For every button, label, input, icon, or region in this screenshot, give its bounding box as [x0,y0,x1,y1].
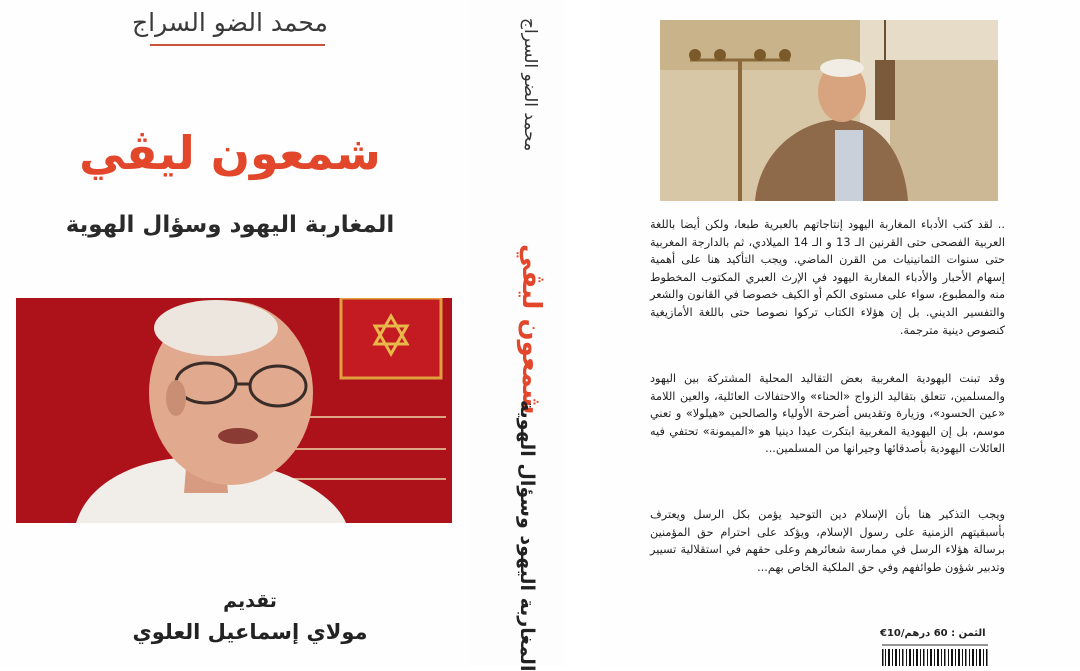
spine-author: محمد الضو السراج [520,18,540,152]
isbn-barcode [880,643,990,666]
back-paragraph-1: .. لقد كتب الأدباء المغاربة اليهود إنتاجاتهم بالعبرية طبعا، ولكن أيضا باللغة العربية الفصحى حتى القرنين الـ 13 و الـ 14 الميلادي، ثم بالدارجة المغربية حتى سنوات الثمانينيات من القرن الماضي. ويجب التأكيد هنا على أهمية إسهام الأحبار والأدباء المغاربة اليهود في الإرث العبري المكتوب المخطوط منه والمطبوع، سواء على مستوى الكم أو الكيف خصوصا في القانون والشعر والتفسير الديني. بل إن هؤلاء الكتاب تركوا نصوصا حتى باللغة الأمازيغية كنصوص دينية مترجمة. [650,218,1005,337]
spine-title: شمعون ليڤي [516,244,546,415]
back-paragraph-2: وقد تبنت اليهودية المغربية بعض التقاليد المحلية المشتركة بين اليهود والمسلمين، تتعلق بتقاليد الزواج «الحناء» والاحتفالات العائلية، والعين اللامة «عين الحسود»، وزيارة وتقديس أضرحة الأولياء والصالحين «هيلولا» و تعني موسم، بل إن اليهودية المغربية ابتكرت عيدا دينيا هو «الميمونة» تحتفي فيه العائلات اليهودية بأصدقائها وجيرانها من المسلمين... [650,372,1005,456]
front-title: شمعون ليڤي [79,126,381,180]
preface-label: تقديم [223,590,277,612]
price-label: الثمن : 60 درهم/10€ [880,628,986,639]
front-author: محمد الضو السراج [132,8,328,37]
back-paragraph-3: ويجب التذكير هنا بأن الإسلام دين التوحيد يؤمن بكل الرسل ويعترف بأسبقيتهم الزمنية على رسول الإسلام، ويؤكد على احترام حق المؤمنين برسالة هؤلاء الرسل في ممارسة شعائرهم وعلى حقهم في استقلالية تسيير وتدبير شؤون طوائفهم وفي حق الملكية الخاص بهم... [650,508,1005,574]
back-cover-photo [660,20,998,201]
spine-subtitle: المغاربة اليهود وسؤال الهوية [516,400,538,671]
front-cover-photo [16,298,452,523]
preface-author: مولاي إسماعيل العلوي [132,620,368,644]
author-underline [150,44,325,46]
front-subtitle: المغاربة اليهود وسؤال الهوية [65,212,395,238]
